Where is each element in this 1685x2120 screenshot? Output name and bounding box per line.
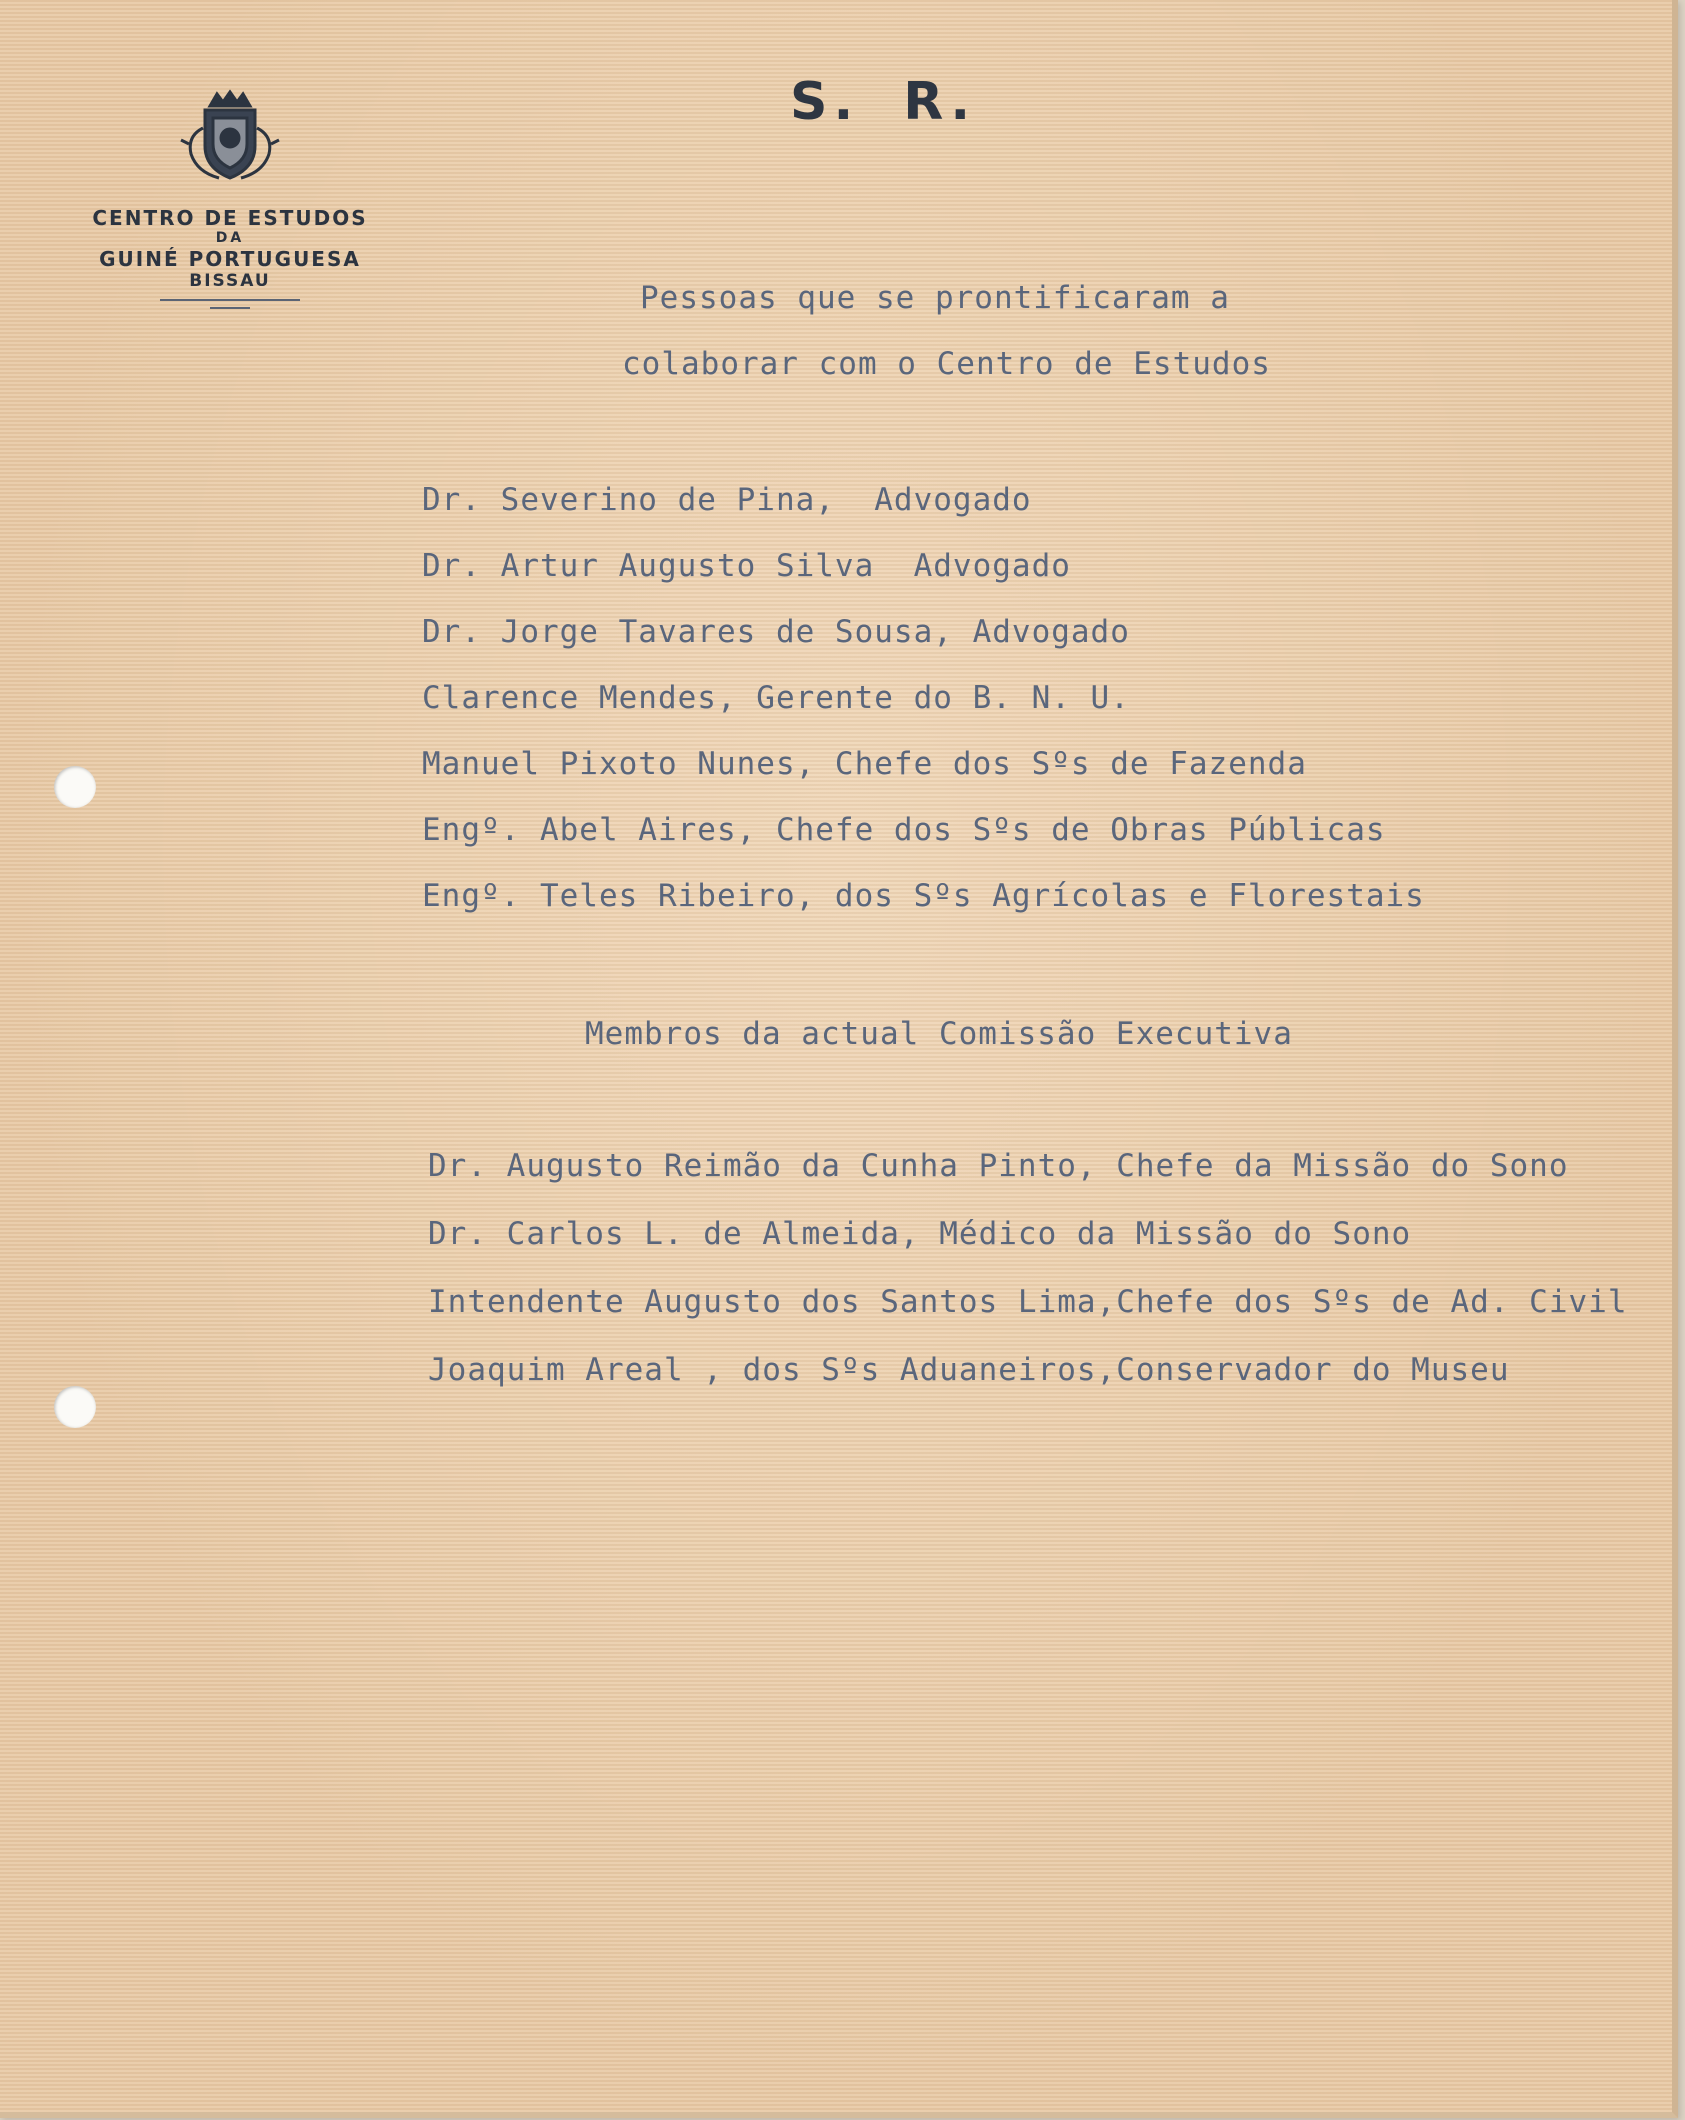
- committee-member-entry: Intendente Augusto dos Santos Lima,Chefe dos Sºs de Ad. Civil: [428, 1284, 1628, 1320]
- letterhead-line-3: GUINÉ PORTUGUESA: [99, 246, 361, 271]
- collaborator-entry: Manuel Pixoto Nunes, Chefe dos Sºs de Fazenda: [422, 746, 1307, 782]
- header-mark: S. R.: [790, 72, 977, 132]
- letterhead-line-1: CENTRO DE ESTUDOS: [92, 206, 368, 230]
- collaborator-entry: Dr. Severino de Pina, Advogado: [422, 482, 1032, 518]
- collaborator-entry: Clarence Mendes, Gerente do B. N. U.: [422, 680, 1130, 716]
- collaborator-entry: Engº. Teles Ribeiro, dos Sºs Agrícolas e Florestais: [422, 878, 1425, 914]
- punch-hole-top: [54, 766, 96, 808]
- committee-member-entry: Dr. Carlos L. de Almeida, Médico da Missão do Sono: [428, 1216, 1412, 1252]
- committee-member-entry: Joaquim Areal , dos Sºs Aduaneiros,Conservador do Museu: [428, 1352, 1510, 1388]
- coat-of-arms-icon: [175, 88, 285, 188]
- letterhead-rule: [160, 299, 300, 301]
- collaborator-entry: Dr. Artur Augusto Silva Advogado: [422, 548, 1071, 584]
- letterhead-line-2: DA: [215, 230, 245, 246]
- letterhead-rule-short: [210, 307, 250, 309]
- collaborator-entry: Engº. Abel Aires, Chefe dos Sºs de Obras Públicas: [422, 812, 1386, 848]
- committee-member-entry: Dr. Augusto Reimão da Cunha Pinto, Chefe da Missão do Sono: [428, 1148, 1569, 1184]
- committee-heading: Membros da actual Comissão Executiva: [585, 1016, 1293, 1052]
- heading-line-2: colaborar com o Centro de Estudos: [622, 346, 1271, 382]
- letterhead: [60, 88, 400, 309]
- punch-hole-bottom: [54, 1386, 96, 1428]
- collaborator-entry: Dr. Jorge Tavares de Sousa, Advogado: [422, 614, 1130, 650]
- heading-line-1: Pessoas que se prontificaram a: [640, 280, 1230, 316]
- letterhead-line-4: BISSAU: [189, 270, 271, 291]
